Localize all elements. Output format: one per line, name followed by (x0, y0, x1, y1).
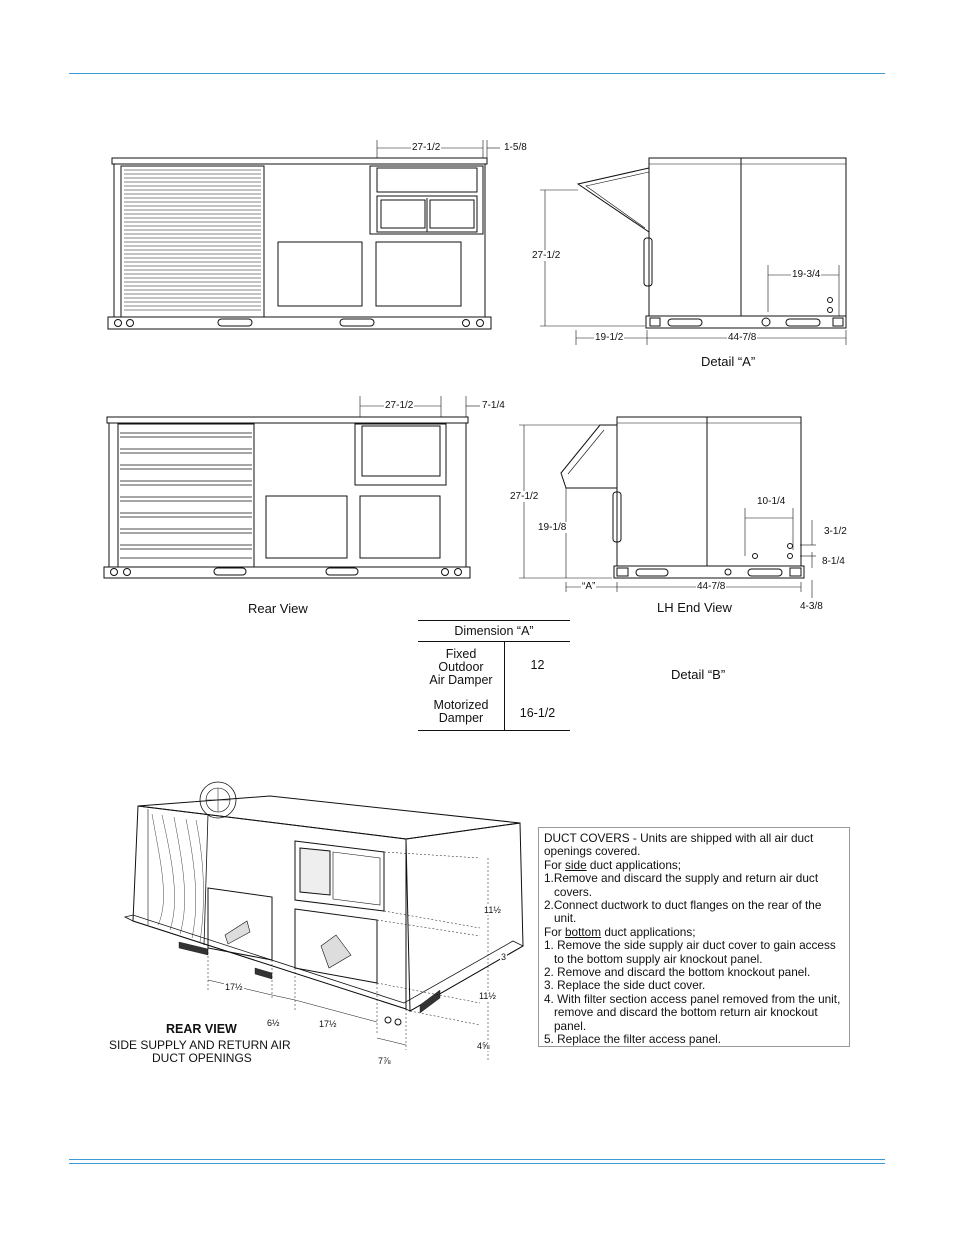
iso-dim-4: 4⅝ (477, 1041, 490, 1051)
table-row (418, 642, 570, 690)
detail-a-drawing (540, 158, 846, 345)
notes-side-intro: For side duct applications; (544, 857, 682, 872)
dim-detail-a-depth: 44-7/8 (728, 332, 757, 343)
dim-top-offset: 1-5/8 (504, 142, 527, 153)
dim-end-10: 10-1/4 (757, 496, 786, 507)
iso-dim-3: 11½ (479, 991, 496, 1001)
footer-rule-1 (69, 1159, 885, 1160)
dim-end-a: “A” (582, 581, 596, 592)
caption-detail-a: Detail “A” (701, 354, 756, 369)
iso-dim-5: 17½ (225, 982, 243, 992)
dim-end-depth: 44-7/8 (697, 581, 726, 592)
dim-rear-width: 27-1/2 (385, 400, 414, 411)
dimension-a-table (418, 620, 570, 731)
notes-bottom-step-5: 5. Replace the filter access panel. (544, 1032, 722, 1047)
notes-heading: DUCT COVERS - Units are shipped with all air duct openings covered. (544, 831, 814, 859)
notes-bottom-step-1: 1. Remove the side supply air duct cover to gain access to the bottom supply air knockout panel. (544, 938, 836, 966)
lh-end-view-drawing (519, 417, 816, 598)
notes-bottom-step-4: 4. With filter section access panel removed from the unit, remove and discard the bottom return air knockout panel. (544, 991, 841, 1033)
dim-detail-a-height: 27-1/2 (532, 250, 561, 261)
top-rear-view-drawing (108, 140, 500, 329)
iso-view-subtitle-2: DUCT OPENINGS (152, 1051, 252, 1065)
notes-bottom-intro: For bottom duct applications; (544, 924, 696, 939)
dim-end-4: 4-3/8 (800, 601, 823, 612)
row-label-motorized: Motorized Damper (418, 689, 505, 731)
dim-end-height: 27-1/2 (510, 491, 539, 502)
dimension-a-header: Dimension “A” (418, 621, 570, 642)
iso-dim-2: 3 (501, 952, 507, 962)
notes-side-step-2: 2.Connect ductwork to duct flanges on the rear of the unit. (544, 898, 822, 926)
dim-rear-offset: 7-1/4 (482, 400, 505, 411)
row-value-fixed: 12 (530, 658, 545, 672)
table-row (418, 689, 570, 731)
iso-view-title: REAR VIEW (166, 1022, 237, 1036)
iso-dim-1: 11½ (484, 905, 501, 915)
footer-rule-2 (69, 1163, 885, 1164)
notes-bottom-step-2: 2. Remove and discard the bottom knockout panel. (544, 965, 811, 980)
caption-rear-view: Rear View (248, 601, 308, 616)
duct-covers-notes (538, 827, 850, 1047)
notes-bottom-step-3: 3. Replace the side duct cover. (544, 978, 706, 993)
iso-dim-7: 17½ (319, 1019, 337, 1029)
iso-dim-8: 7⅞ (378, 1056, 391, 1066)
row-label-fixed: Fixed Outdoor Air Damper (418, 642, 505, 690)
dim-end-3: 3-1/2 (824, 526, 847, 537)
notes-side-step-1: 1.Remove and discard the supply and return air duct covers. (544, 871, 819, 899)
iso-dim-6: 6½ (267, 1018, 280, 1028)
dim-top-width: 27-1/2 (412, 142, 441, 153)
caption-detail-b: Detail “B” (671, 667, 726, 682)
dim-end-inner: 19-1/8 (538, 522, 567, 533)
row-value-motorized: 16-1/2 (505, 689, 571, 731)
dim-detail-a-hood: 19-1/2 (595, 332, 624, 343)
iso-view-subtitle-1: SIDE SUPPLY AND RETURN AIR (109, 1038, 291, 1052)
rear-view-drawing (104, 396, 480, 578)
dim-end-8: 8-1/4 (822, 556, 845, 567)
caption-lh-end-view: LH End View (657, 600, 732, 615)
dim-detail-a-conn: 19-3/4 (792, 269, 821, 280)
